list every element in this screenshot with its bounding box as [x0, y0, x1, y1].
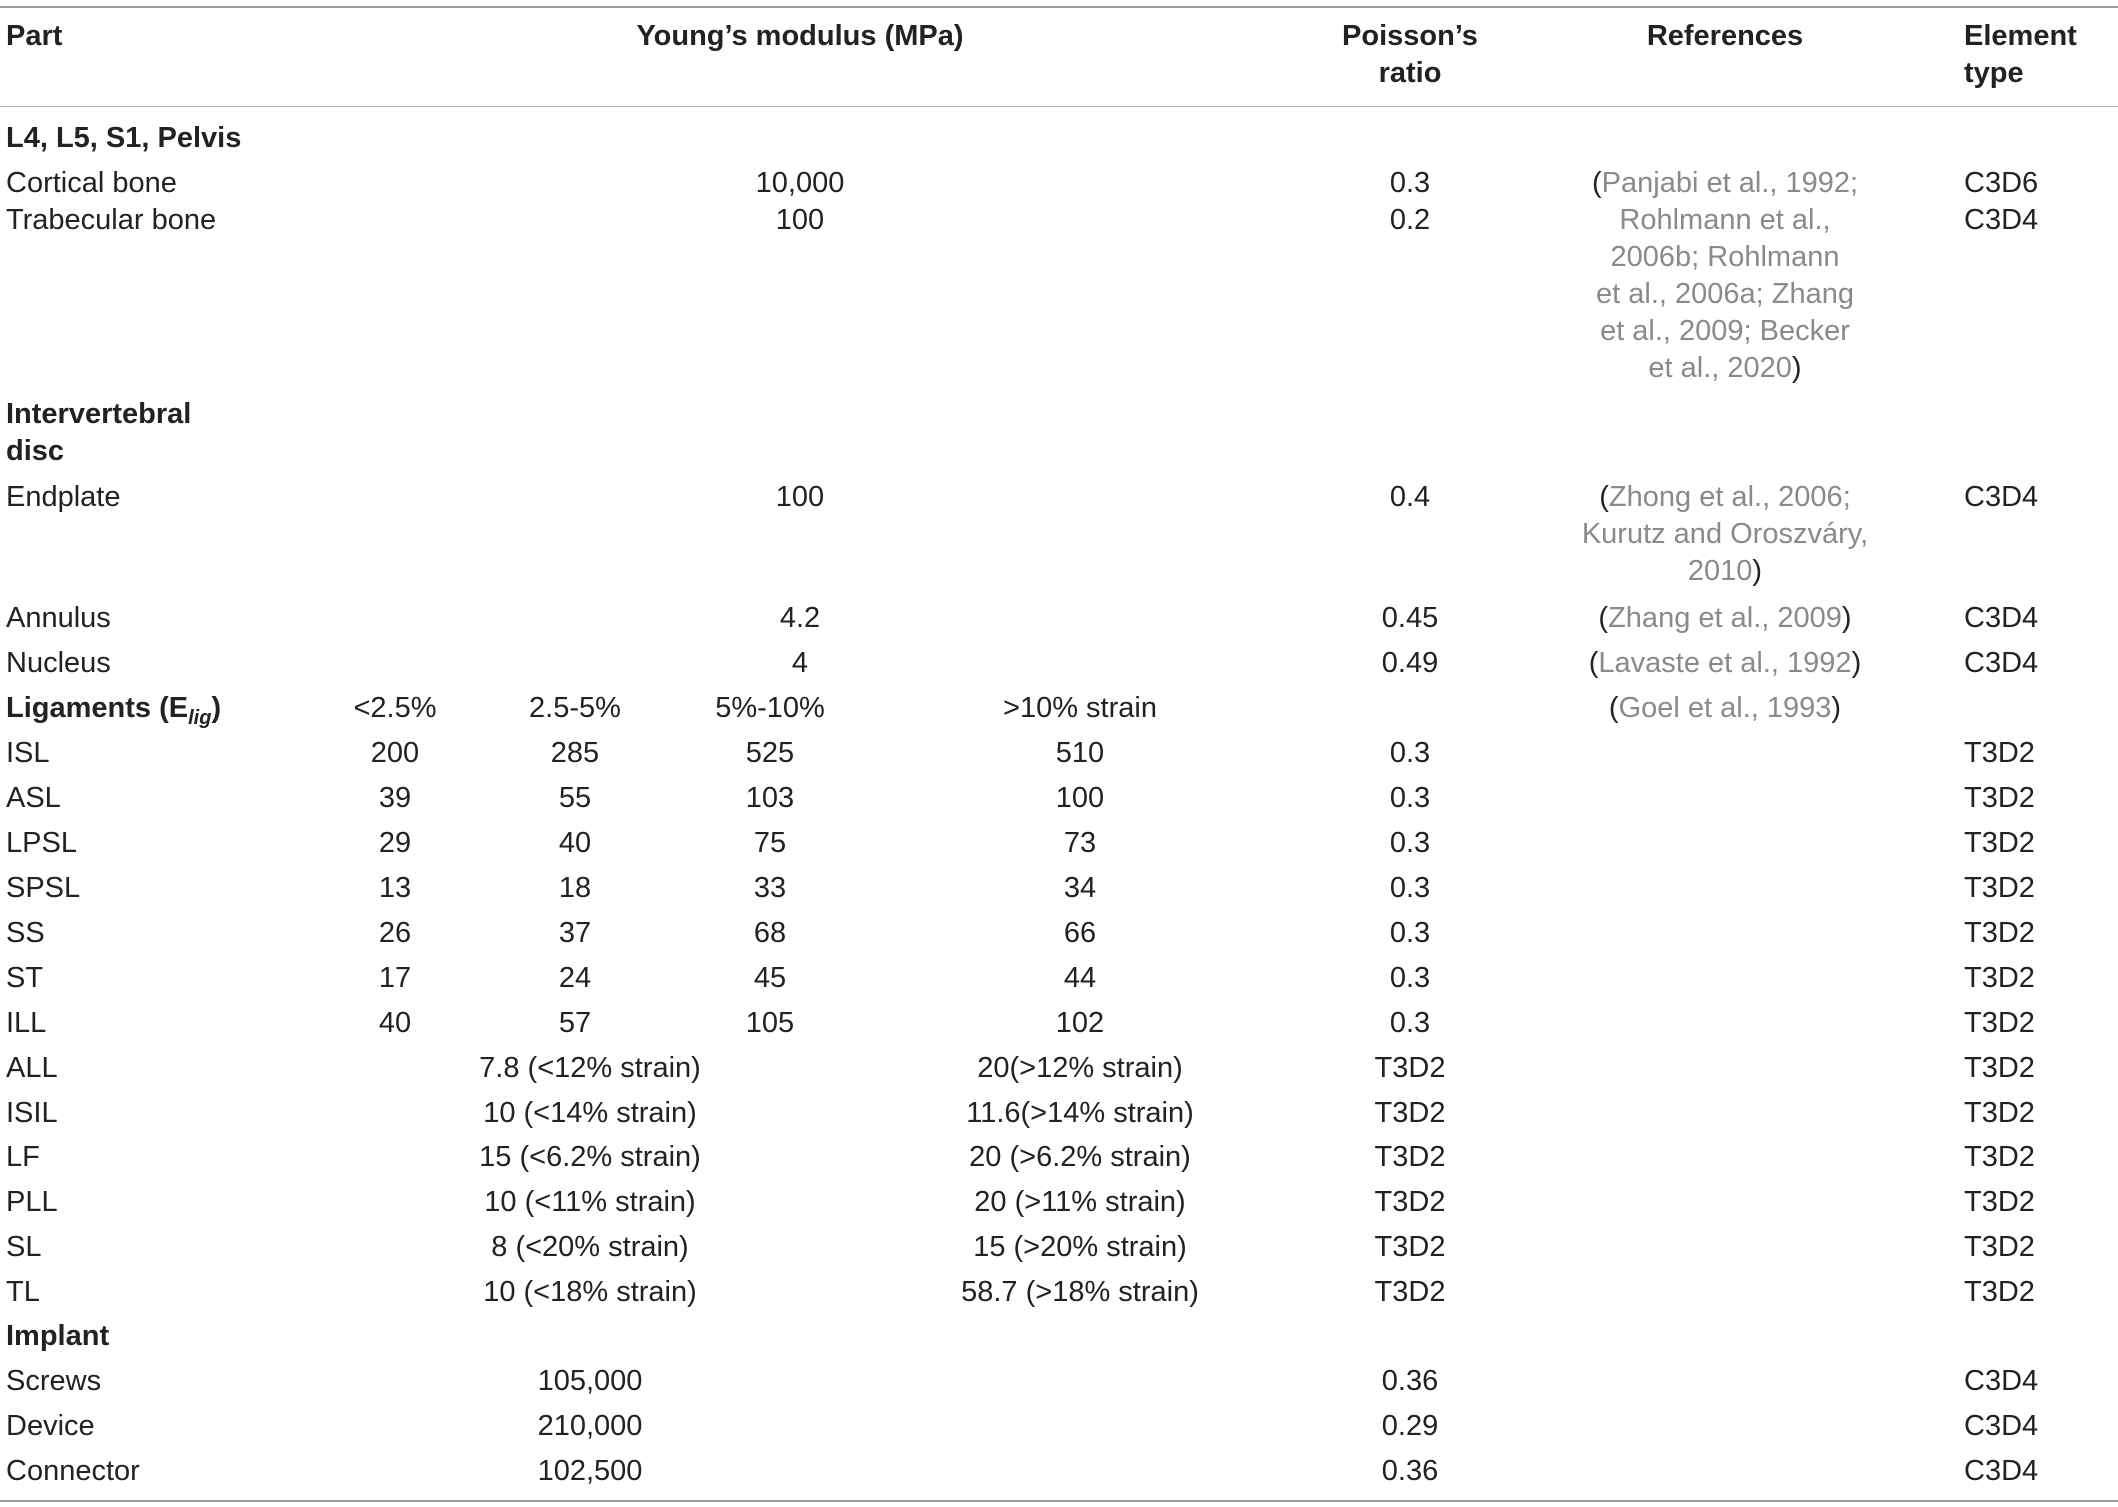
header-element-line2: type	[1964, 57, 2024, 89]
ligament-modulus: 510	[1055, 737, 1105, 769]
ligament-part: ST	[6, 962, 44, 994]
ligament-part: ALL	[6, 1052, 58, 1084]
ligament-modulus-low: 8 (<20% strain)	[491, 1230, 689, 1263]
implant-element: C3D4	[1964, 1365, 2039, 1397]
ligament-modulus: 103	[745, 782, 795, 814]
ligaments-reference: (Goel et al., 1993)	[1608, 692, 1842, 724]
section-ligaments: Ligaments $(E_{lig})$	[6, 692, 222, 729]
ligament-poisson: T3D2	[1374, 1186, 1446, 1219]
ligament-poisson: 0.3	[1389, 872, 1431, 904]
ligament-element: T3D2	[1964, 1275, 2035, 1308]
implant-part: Device	[6, 1410, 95, 1442]
bone-ref-line: et al., 2020	[1648, 352, 1792, 384]
ligament-element: T3D2	[1964, 1230, 2035, 1263]
nucleus-part: Nucleus	[6, 647, 111, 679]
ligament-modulus: 40	[378, 1007, 412, 1039]
ligament-poisson: T3D2	[1374, 1275, 1446, 1308]
ligament-part: ILL	[6, 1007, 47, 1039]
implant-youngs: 210,000	[537, 1410, 643, 1442]
header-poisson-line2: ratio	[1378, 57, 1442, 89]
ligament-modulus-low: 7.8 (<12% strain)	[479, 1052, 701, 1084]
implant-part: Connector	[6, 1455, 140, 1487]
ligament-part: ISL	[6, 737, 50, 769]
ligament-poisson: 0.3	[1389, 1007, 1431, 1039]
ligament-modulus: 55	[558, 782, 592, 814]
ligament-modulus: 200	[370, 737, 420, 769]
strain-header-1: <2.5%	[353, 692, 437, 724]
bone-references: (Panjabi et al., 1992; Rohlmann et al., 2006b; Rohlmann et al., 2006a; Zhang et al., 2009; Becker et al., 2020)	[1560, 165, 1890, 387]
ligament-modulus: 73	[1063, 827, 1097, 859]
bone-ref-line: 2006b; Rohlmann	[1610, 241, 1840, 273]
ligament-modulus-high: 11.6(>14% strain)	[966, 1096, 1194, 1129]
ligament-modulus: 57	[558, 1007, 592, 1039]
endplate-youngs: 100	[775, 481, 825, 513]
ligament-modulus: 34	[1063, 872, 1097, 904]
cortical-part: Cortical bone	[6, 167, 177, 199]
section-implant: Implant	[6, 1320, 110, 1352]
ligament-part: LPSL	[6, 827, 77, 859]
ligament-part: SS	[6, 917, 45, 949]
ligament-modulus-low: 10 (<14% strain)	[483, 1096, 697, 1129]
strain-header-4: >10% strain	[1003, 692, 1157, 724]
endplate-part: Endplate	[6, 481, 121, 513]
endplate-element: C3D4	[1964, 481, 2039, 513]
nucleus-poisson: 0.49	[1381, 647, 1439, 679]
ligament-modulus: 18	[558, 872, 592, 904]
ligament-part: ASL	[6, 782, 61, 814]
cortical-element: C3D6	[1964, 167, 2039, 199]
ligament-poisson: 0.3	[1389, 827, 1431, 859]
ligament-poisson: T3D2	[1374, 1141, 1446, 1174]
nucleus-reference: (Lavaste et al., 1992)	[1588, 647, 1862, 679]
header-part: Part	[6, 20, 63, 52]
ligament-modulus: 102	[1055, 1007, 1105, 1039]
ligament-modulus: 40	[558, 827, 592, 859]
ligament-modulus-high: 20 (>11% strain)	[974, 1186, 1186, 1219]
cortical-youngs: 10,000	[755, 167, 845, 199]
ligament-modulus: 75	[753, 827, 787, 859]
ligament-element: T3D2	[1964, 1052, 2035, 1084]
section-disc-line2: disc	[6, 435, 65, 467]
ligament-modulus: 39	[378, 782, 412, 814]
ligament-modulus: 33	[753, 872, 787, 904]
section-bone: L4, L5, S1, Pelvis	[6, 122, 242, 154]
implant-poisson: 0.36	[1381, 1365, 1439, 1397]
ligament-modulus: 26	[378, 917, 412, 949]
header-rule	[0, 106, 2118, 107]
ligament-element: T3D2	[1964, 917, 2035, 949]
header-poisson-line1: Poisson’s	[1342, 20, 1478, 52]
annulus-reference: (Zhang et al., 2009)	[1598, 602, 1852, 634]
section-disc-line1: Intervertebral	[6, 398, 192, 430]
ligament-poisson: 0.3	[1389, 782, 1431, 814]
strain-header-3: 5%-10%	[715, 692, 825, 724]
bone-ref-line: et al., 2006a; Zhang	[1596, 278, 1854, 310]
ligament-part: TL	[6, 1275, 40, 1308]
header-references: References	[1646, 20, 1804, 52]
ligament-modulus: 37	[558, 917, 592, 949]
ligament-modulus-high: 20(>12% strain)	[977, 1052, 1183, 1084]
trabecular-part: Trabecular bone	[6, 204, 217, 236]
annulus-poisson: 0.45	[1381, 602, 1439, 634]
ligament-poisson: T3D2	[1374, 1052, 1446, 1084]
ligament-modulus-low: 15 (<6.2% strain)	[479, 1141, 701, 1174]
ligament-modulus: 105	[745, 1007, 795, 1039]
ligament-modulus: 44	[1063, 962, 1097, 994]
trabecular-youngs: 100	[775, 204, 825, 236]
ligament-element: T3D2	[1964, 1096, 2035, 1129]
ligament-poisson: 0.3	[1389, 962, 1431, 994]
ligament-modulus: 66	[1063, 917, 1097, 949]
implant-element: C3D4	[1964, 1410, 2039, 1442]
implant-youngs: 102,500	[537, 1455, 643, 1487]
ligament-poisson: 0.3	[1389, 917, 1431, 949]
ligament-element: T3D2	[1964, 962, 2035, 994]
bone-ref-line: et al., 2009; Becker	[1600, 315, 1850, 347]
ligament-part: SL	[6, 1230, 42, 1263]
ligament-part: ISIL	[6, 1096, 58, 1129]
implant-poisson: 0.36	[1381, 1455, 1439, 1487]
ligament-modulus: 17	[378, 962, 412, 994]
ligament-poisson: T3D2	[1374, 1096, 1446, 1129]
ligament-element: T3D2	[1964, 872, 2035, 904]
ligament-modulus-high: 20 (>6.2% strain)	[969, 1141, 1191, 1174]
ligament-element: T3D2	[1964, 1186, 2035, 1219]
ligament-modulus: 525	[745, 737, 795, 769]
ligament-modulus: 100	[1055, 782, 1105, 814]
ligament-element: T3D2	[1964, 737, 2035, 769]
bone-ref-line: Rohlmann et al.,	[1619, 204, 1831, 236]
annulus-youngs: 4.2	[779, 602, 821, 634]
ligament-part: LF	[6, 1141, 40, 1174]
header-youngs-modulus: Young’s modulus (MPa)	[636, 20, 964, 52]
ligament-modulus: 285	[550, 737, 600, 769]
annulus-element: C3D4	[1964, 602, 2039, 634]
nucleus-element: C3D4	[1964, 647, 2039, 679]
ligament-modulus: 29	[378, 827, 412, 859]
bottom-rule	[0, 1500, 2118, 1502]
strain-header-2: 2.5-5%	[529, 692, 621, 724]
ligament-modulus: 68	[753, 917, 787, 949]
ligament-element: T3D2	[1964, 827, 2035, 859]
nucleus-youngs: 4	[791, 647, 809, 679]
implant-youngs: 105,000	[537, 1365, 643, 1397]
ligament-modulus-high: 15 (>20% strain)	[973, 1230, 1187, 1263]
ligament-modulus: 13	[378, 872, 412, 904]
endplate-references: (Zhong et al., 2006; Kurutz and Oroszváry, 2010)	[1581, 481, 1869, 587]
annulus-part: Annulus	[6, 602, 111, 634]
ligament-part: PLL	[6, 1186, 58, 1219]
ligament-element: T3D2	[1964, 1007, 2035, 1039]
ligament-modulus-low: 10 (<11% strain)	[484, 1186, 696, 1219]
implant-part: Screws	[6, 1365, 102, 1397]
ligament-poisson: 0.3	[1389, 737, 1431, 769]
ligament-modulus-low: 10 (<18% strain)	[483, 1275, 697, 1308]
ligament-modulus: 24	[558, 962, 592, 994]
ligament-poisson: T3D2	[1374, 1230, 1446, 1263]
endplate-poisson: 0.4	[1389, 481, 1431, 513]
trabecular-poisson: 0.2	[1389, 204, 1431, 236]
bone-ref-line: Panjabi et al., 1992;	[1601, 167, 1859, 199]
ligament-modulus-high: 58.7 (>18% strain)	[961, 1275, 1199, 1308]
top-rule	[0, 6, 2118, 8]
trabecular-element: C3D4	[1964, 204, 2039, 236]
ligament-modulus: 45	[753, 962, 787, 994]
ligament-element: T3D2	[1964, 782, 2035, 814]
implant-element: C3D4	[1964, 1455, 2039, 1487]
ligament-part: SPSL	[6, 872, 81, 904]
implant-poisson: 0.29	[1381, 1410, 1439, 1442]
header-element-line1: Element	[1964, 20, 2077, 52]
ligament-element: T3D2	[1964, 1141, 2035, 1174]
cortical-poisson: 0.3	[1389, 167, 1431, 199]
